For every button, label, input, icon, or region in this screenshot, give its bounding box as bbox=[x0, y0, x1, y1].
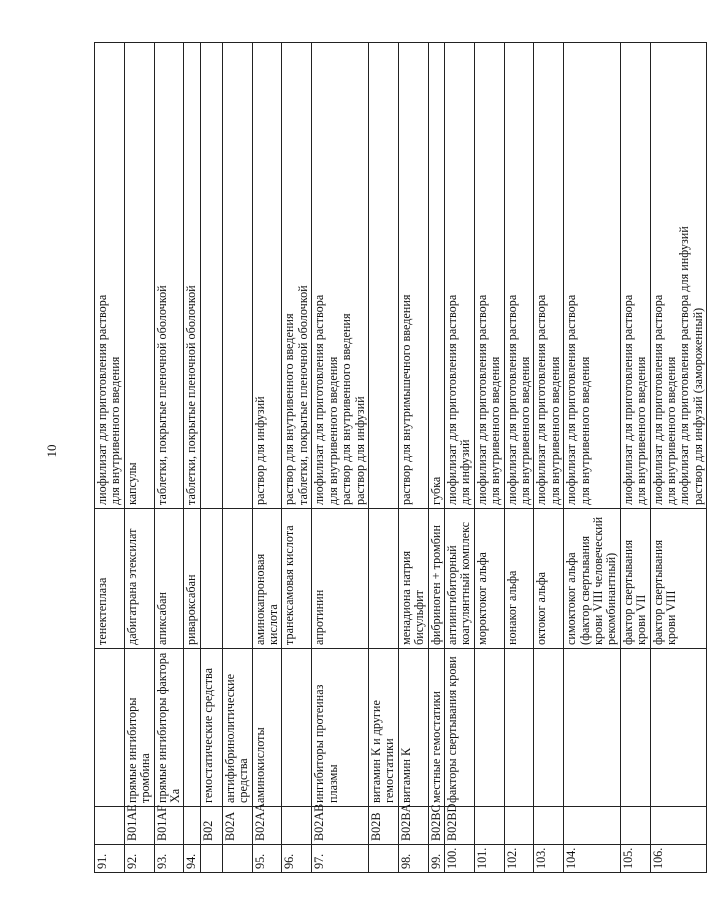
drug-name bbox=[368, 509, 398, 649]
atc-code: B02BC bbox=[428, 807, 444, 845]
row-number: 96. bbox=[282, 845, 312, 873]
drug-name: нонаког альфа bbox=[504, 509, 534, 649]
drug-name: фибриноген + тромбин bbox=[428, 509, 444, 649]
group-name: прямые ингибиторы фактора Xa bbox=[154, 649, 184, 807]
dosage-forms bbox=[398, 43, 428, 509]
dosage-forms bbox=[368, 43, 398, 509]
atc-code: B02B bbox=[368, 807, 398, 845]
atc-code bbox=[504, 807, 534, 845]
dosage-forms bbox=[124, 43, 154, 509]
group-name: аминокислоты bbox=[252, 649, 282, 807]
table-row bbox=[428, 43, 444, 873]
dosage-form: для внутривенного введения bbox=[517, 356, 532, 505]
drug-name: октоког альфа bbox=[534, 509, 564, 649]
table-row bbox=[474, 43, 504, 873]
dosage-forms bbox=[444, 43, 474, 509]
dosage-forms bbox=[154, 43, 184, 509]
group-name bbox=[282, 649, 312, 807]
dosage-forms bbox=[184, 43, 200, 509]
row-number: 92. bbox=[124, 845, 154, 873]
table-row bbox=[184, 43, 200, 873]
dosage-form: лиофилизат для приготовления раствора bbox=[504, 294, 519, 505]
atc-code: B02BD bbox=[444, 807, 474, 845]
dosage-form: лиофилизат для приготовления раствора bbox=[620, 294, 635, 505]
drug-name: апиксабан bbox=[154, 509, 184, 649]
drug-name: тенектеплаза bbox=[95, 509, 125, 649]
dosage-form: раствор для внутривенного введения bbox=[339, 313, 354, 505]
dosage-form: лиофилизат для приготовления раствора bbox=[312, 294, 327, 505]
row-number: 93. bbox=[154, 845, 184, 873]
page-number: 10 bbox=[44, 444, 59, 458]
dosage-forms bbox=[252, 43, 282, 509]
group-name: витамин К bbox=[398, 649, 428, 807]
drug-table bbox=[94, 42, 707, 873]
drug-table-body bbox=[95, 43, 707, 873]
table-row bbox=[620, 43, 650, 873]
group-name bbox=[534, 649, 564, 807]
atc-code bbox=[474, 807, 504, 845]
dosage-forms bbox=[504, 43, 534, 509]
table-row bbox=[252, 43, 282, 873]
dosage-form: для внутривенного введения bbox=[577, 356, 592, 505]
table-row bbox=[200, 43, 222, 873]
dosage-forms bbox=[95, 43, 125, 509]
group-name: местные гемостатики bbox=[428, 649, 444, 807]
group-name bbox=[650, 649, 707, 807]
dosage-form: для внутривенного введения bbox=[108, 356, 123, 505]
atc-code bbox=[282, 807, 312, 845]
row-number: 104. bbox=[564, 845, 621, 873]
row-number bbox=[368, 845, 398, 873]
drug-name: апротинин bbox=[312, 509, 369, 649]
dosage-forms bbox=[282, 43, 312, 509]
drug-name: фактор свертывания крови VII bbox=[620, 509, 650, 649]
atc-code: B01AE bbox=[124, 807, 154, 845]
dosage-forms bbox=[428, 43, 444, 509]
atc-code: B02A bbox=[222, 807, 252, 845]
row-number: 95. bbox=[252, 845, 282, 873]
dosage-form: раствор для внутримышечного введения bbox=[398, 294, 413, 505]
dosage-form: для внутривенного введения bbox=[547, 356, 562, 505]
dosage-form: для инфузий bbox=[458, 439, 473, 505]
dosage-forms bbox=[474, 43, 504, 509]
table-row bbox=[312, 43, 369, 873]
drug-name: менадиона натрия бисульфит bbox=[398, 509, 428, 649]
atc-code: B02 bbox=[200, 807, 222, 845]
table-row bbox=[124, 43, 154, 873]
table-row bbox=[368, 43, 398, 873]
drug-name: симоктоког альфа (фактор свертывания крови VIII человеческий рекомбинантный) bbox=[564, 509, 621, 649]
drug-name bbox=[200, 509, 222, 649]
table-row bbox=[534, 43, 564, 873]
group-name: факторы свертывания крови bbox=[444, 649, 474, 807]
row-number bbox=[200, 845, 222, 873]
group-name: ингибиторы протеиназ плазмы bbox=[312, 649, 369, 807]
dosage-form: капсулы bbox=[124, 462, 139, 505]
dosage-form: раствор для внутривенного введения bbox=[282, 313, 297, 505]
table-row bbox=[222, 43, 252, 873]
row-number: 106. bbox=[650, 845, 707, 873]
row-number: 99. bbox=[428, 845, 444, 873]
drug-name: антиингибиторный коагулянтный комплекс bbox=[444, 509, 474, 649]
dosage-form: лиофилизат для приготовления раствора bbox=[474, 294, 489, 505]
dosage-form: для внутривенного введения bbox=[634, 356, 649, 505]
drug-name: транексамовая кислота bbox=[282, 509, 312, 649]
dosage-forms bbox=[222, 43, 252, 509]
dosage-form: лиофилизат для приготовления раствора для инфузий bbox=[677, 226, 692, 505]
dosage-form: лиофилизат для приготовления раствора bbox=[444, 294, 459, 505]
atc-code bbox=[650, 807, 707, 845]
atc-code bbox=[184, 807, 200, 845]
row-number: 91. bbox=[95, 845, 125, 873]
atc-code bbox=[534, 807, 564, 845]
row-number bbox=[222, 845, 252, 873]
dosage-form: раствор для инфузий bbox=[252, 396, 267, 505]
table-row bbox=[154, 43, 184, 873]
drug-name: фактор свертывания крови VIII bbox=[650, 509, 707, 649]
drug-name: дабигатрана этексилат bbox=[124, 509, 154, 649]
drug-name: ривароксабан bbox=[184, 509, 200, 649]
atc-code bbox=[564, 807, 621, 845]
dosage-form: лиофилизат для приготовления раствора bbox=[534, 294, 549, 505]
group-name: гемостатические средства bbox=[200, 649, 222, 807]
dosage-form: таблетки, покрытые пленочной оболочкой bbox=[184, 285, 199, 505]
group-name bbox=[184, 649, 200, 807]
dosage-form: лиофилизат для приготовления раствора bbox=[564, 294, 579, 505]
table-row bbox=[564, 43, 621, 873]
drug-name bbox=[222, 509, 252, 649]
atc-code: B01AF bbox=[154, 807, 184, 845]
table-row bbox=[95, 43, 125, 873]
table-row bbox=[650, 43, 707, 873]
rotated-page bbox=[94, 43, 705, 873]
dosage-form: для внутривенного введения bbox=[488, 356, 503, 505]
group-name: витамин К и другие гемостатики bbox=[368, 649, 398, 807]
dosage-form: раствор для инфузий bbox=[352, 396, 367, 505]
group-name: антифибринолитические средства bbox=[222, 649, 252, 807]
dosage-form: лиофилизат для приготовления раствора bbox=[650, 294, 665, 505]
dosage-form: лиофилизат для приготовления раствора bbox=[95, 294, 109, 505]
row-number: 98. bbox=[398, 845, 428, 873]
group-name bbox=[504, 649, 534, 807]
table-row bbox=[282, 43, 312, 873]
atc-code bbox=[620, 807, 650, 845]
group-name bbox=[95, 649, 125, 807]
row-number: 100. bbox=[444, 845, 474, 873]
row-number: 94. bbox=[184, 845, 200, 873]
group-name bbox=[564, 649, 621, 807]
row-number: 101. bbox=[474, 845, 504, 873]
dosage-forms bbox=[620, 43, 650, 509]
group-name: прямые ингибиторы тромбина bbox=[124, 649, 154, 807]
drug-name: аминокапроновая кислота bbox=[252, 509, 282, 649]
row-number: 97. bbox=[312, 845, 369, 873]
atc-code bbox=[95, 807, 125, 845]
dosage-forms bbox=[564, 43, 621, 509]
dosage-form: для внутривенного введения bbox=[325, 356, 340, 505]
dosage-forms bbox=[650, 43, 707, 509]
dosage-form: таблетки, покрытые пленочной оболочкой bbox=[295, 285, 310, 505]
table-row bbox=[504, 43, 534, 873]
row-number: 103. bbox=[534, 845, 564, 873]
group-name bbox=[474, 649, 504, 807]
table-row bbox=[444, 43, 474, 873]
atc-code: B02BA bbox=[398, 807, 428, 845]
row-number: 102. bbox=[504, 845, 534, 873]
atc-code: B02AA bbox=[252, 807, 282, 845]
dosage-form: раствор для инфузий (замороженный) bbox=[690, 307, 705, 505]
dosage-forms bbox=[312, 43, 369, 509]
drug-name: мороктоког альфа bbox=[474, 509, 504, 649]
dosage-form: таблетки, покрытые пленочной оболочкой bbox=[154, 285, 169, 505]
table-row bbox=[398, 43, 428, 873]
dosage-form: губка bbox=[428, 476, 443, 505]
group-name bbox=[620, 649, 650, 807]
row-number: 105. bbox=[620, 845, 650, 873]
dosage-form: для внутривенного введения bbox=[664, 356, 679, 505]
dosage-forms bbox=[200, 43, 222, 509]
atc-code: B02AB bbox=[312, 807, 369, 845]
dosage-forms bbox=[534, 43, 564, 509]
